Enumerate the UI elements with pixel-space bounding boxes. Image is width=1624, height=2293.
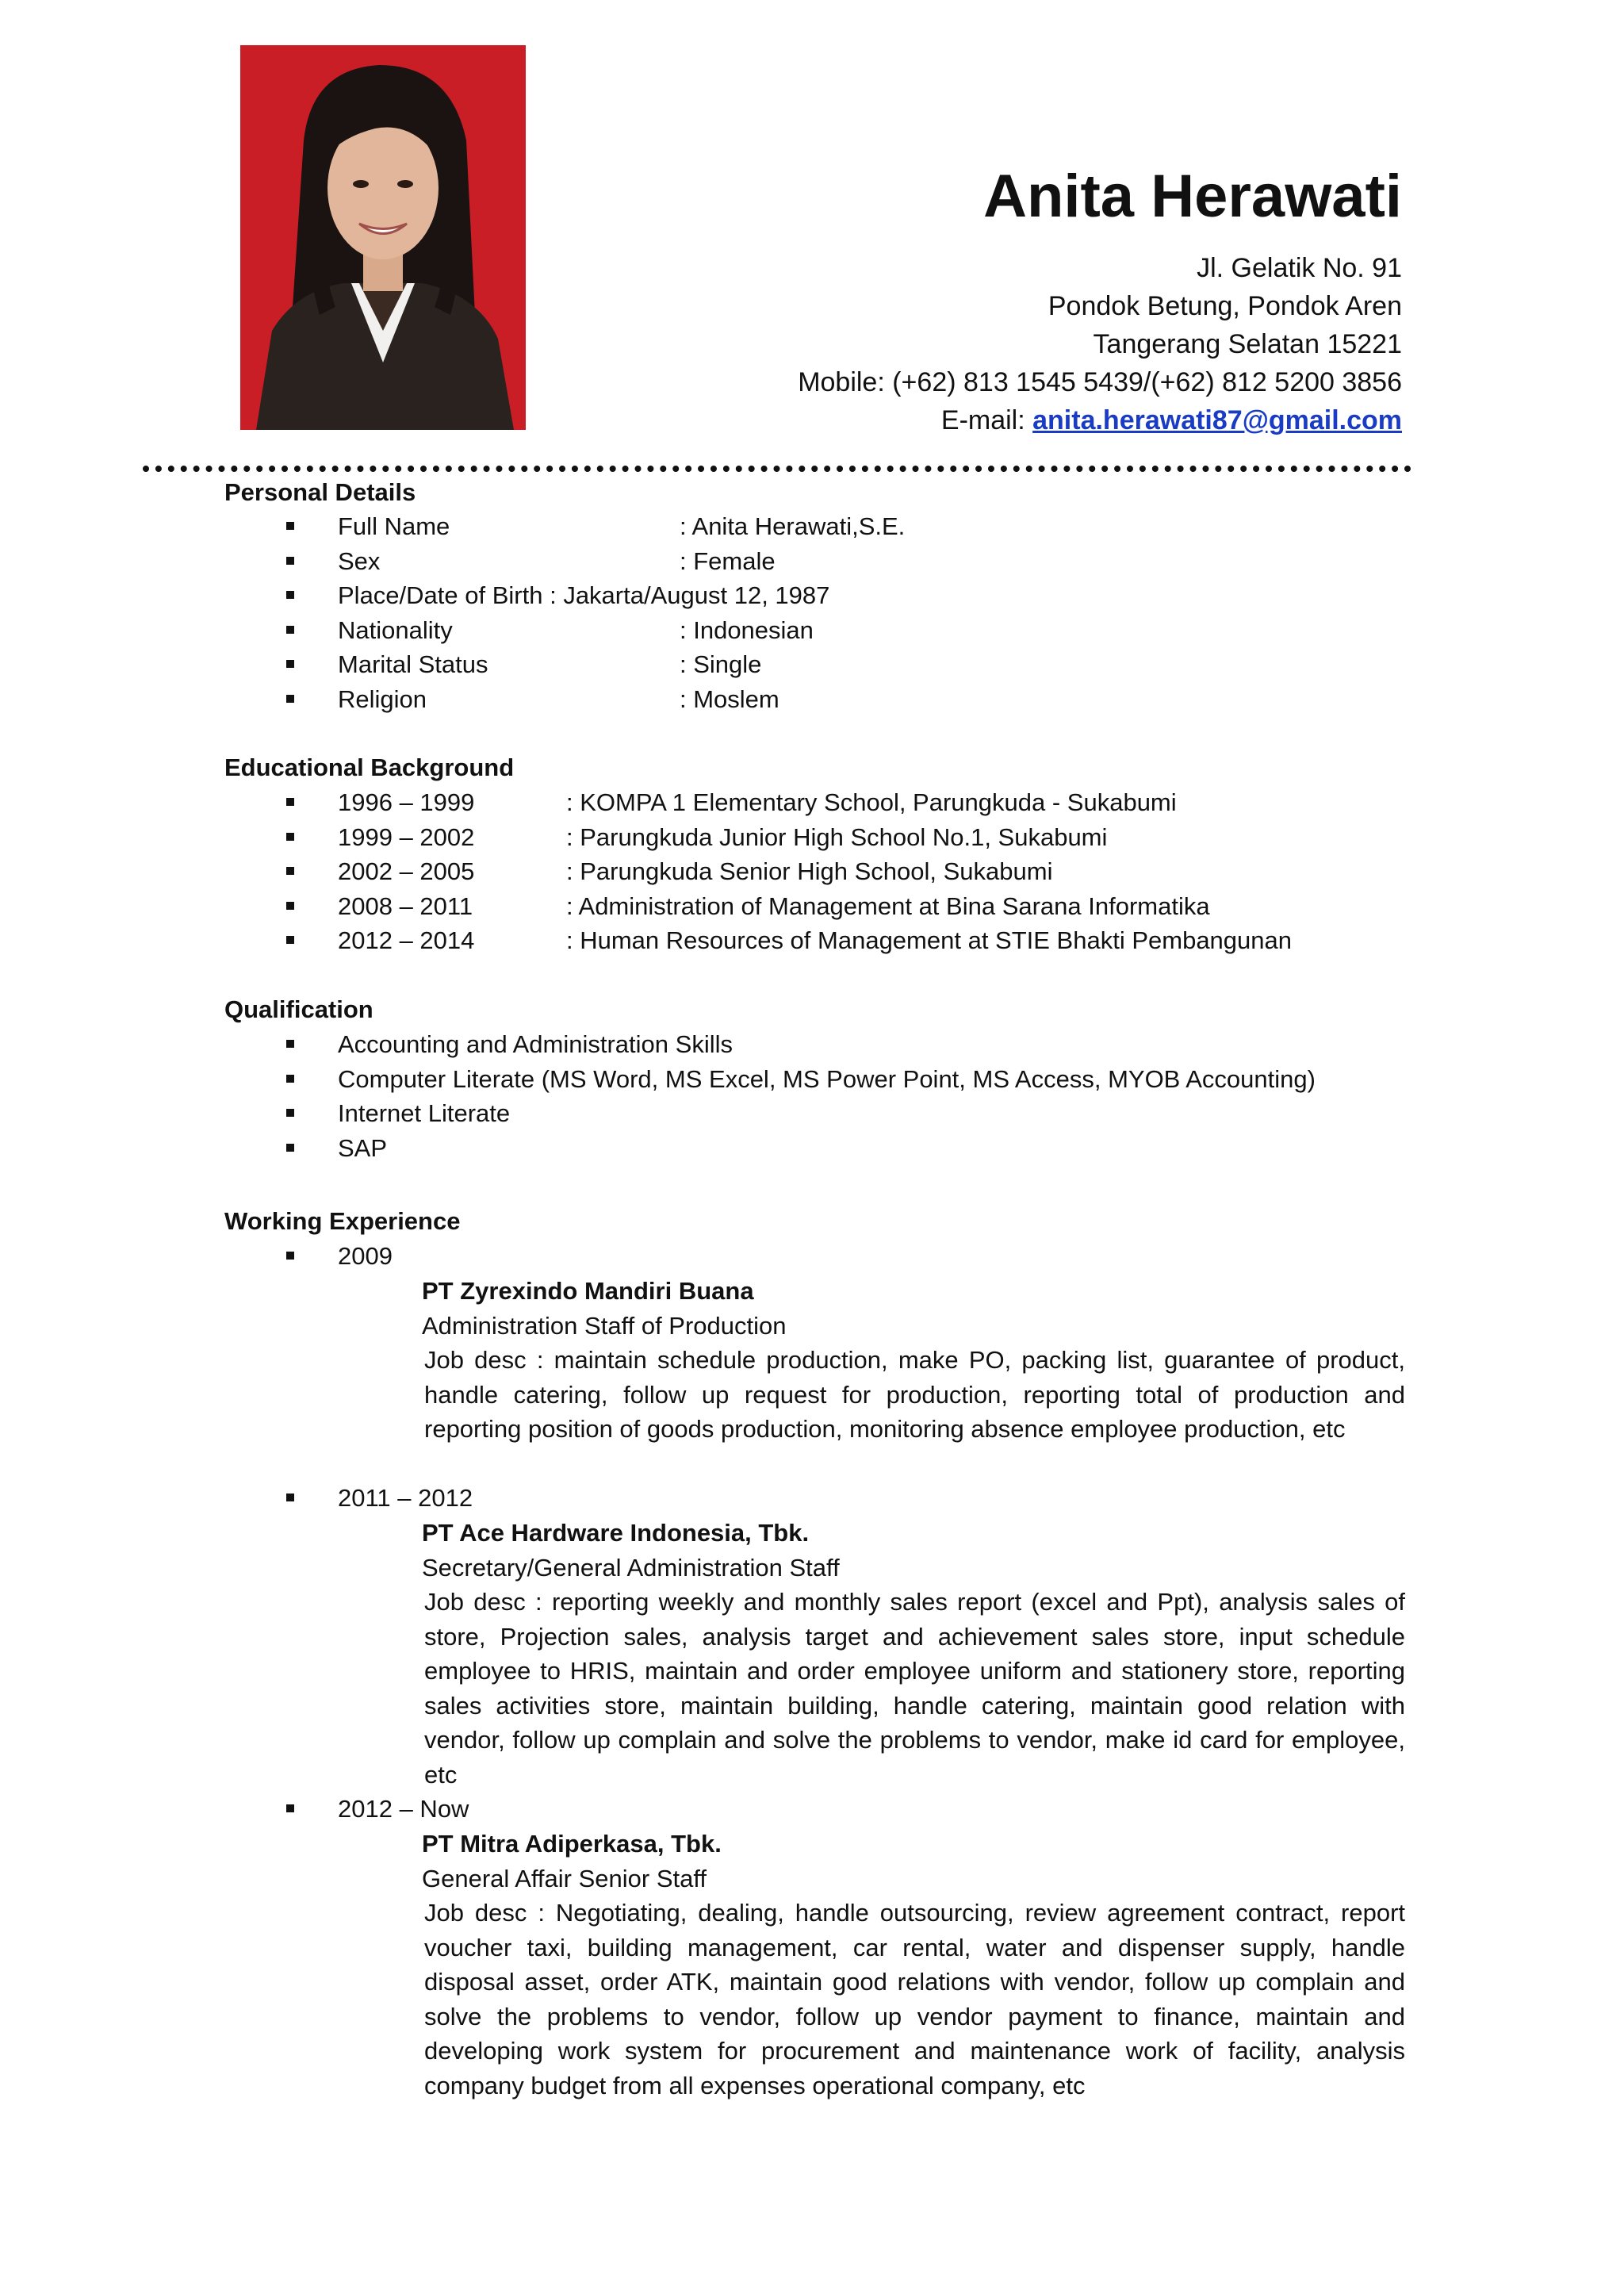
address-line-2: Pondok Betung, Pondok Aren xyxy=(1048,291,1402,321)
job-position: General Affair Senior Staff xyxy=(422,1864,707,1892)
profile-photo xyxy=(240,45,526,430)
job-description: Job desc : maintain schedule production, make PO, packing list, guarantee of product, handle catering, follow up request for production, reporting total of production and reporting position of goods production, monitoring absence employee production, etc xyxy=(424,1346,1405,1443)
list-item xyxy=(224,1062,1316,1097)
bullet-icon xyxy=(286,695,294,703)
edu-school: : Parungkuda Junior High School No.1, Sukabumi xyxy=(566,822,1108,851)
mobile-number: Mobile: (+62) 813 1545 5439/(+62) 812 5200 3856 xyxy=(798,367,1402,397)
edu-school: : Administration of Management at Bina Sarana Informatika xyxy=(566,892,1210,920)
bullet-icon xyxy=(286,626,294,634)
list-item xyxy=(224,854,1292,889)
experience-period: 2011 – 2012 xyxy=(338,1484,473,1512)
list-item xyxy=(224,889,1292,924)
field-label: Sex xyxy=(338,546,381,575)
experience-period: 2012 – Now xyxy=(338,1795,469,1823)
field-value: : Jakarta/August 12, 1987 xyxy=(550,581,830,609)
list-item xyxy=(224,785,1292,820)
edu-years: 2012 – 2014 xyxy=(338,926,475,954)
experience-entry-2 xyxy=(422,1516,1405,1792)
experience-entry-3 xyxy=(422,1827,1405,2103)
edu-years: 1999 – 2002 xyxy=(338,822,475,851)
field-value: : Indonesian xyxy=(680,615,814,644)
qualification-item: Computer Literate (MS Word, MS Excel, MS Power Point, MS Access, MYOB Accounting) xyxy=(338,1064,1316,1093)
edu-years: 2008 – 2011 xyxy=(338,892,473,920)
qualification-heading: Qualification xyxy=(224,995,373,1023)
header-divider xyxy=(143,466,1411,472)
field-label: Marital Status xyxy=(338,650,488,678)
field-label: Nationality xyxy=(338,615,453,644)
edu-years: 2002 – 2005 xyxy=(338,857,475,885)
field-label: Place/Date of Birth xyxy=(338,581,543,609)
bullet-icon xyxy=(286,936,294,944)
edu-school: : KOMPA 1 Elementary School, Parungkuda - Sukabumi xyxy=(566,788,1177,816)
bullet-icon xyxy=(286,660,294,668)
bullet-icon xyxy=(286,1494,294,1501)
list-item xyxy=(224,1027,1316,1062)
bullet-icon xyxy=(286,1075,294,1083)
job-description: Job desc : Negotiating, dealing, handle outsourcing, review agreement contract, report voucher taxi, building management, car rental, water and dispenser supply, handle disposal asset, order ATK, maintain good relations with vendor, follow up complain and solve the problems to vendor, follow up vendor payment to finance, maintain and developing work system for procurement and maintenance work of facility, analysis company budget from all expenses operational company, etc xyxy=(424,1899,1405,2099)
company-name: PT Zyrexindo Mandiri Buana xyxy=(422,1277,754,1305)
email-line xyxy=(609,401,1402,439)
education-list xyxy=(224,785,1292,958)
bullet-icon xyxy=(286,1109,294,1117)
list-item xyxy=(224,647,905,682)
list-item xyxy=(224,1096,1316,1131)
job-position: Secretary/General Administration Staff xyxy=(422,1553,840,1582)
edu-school: : Parungkuda Senior High School, Sukabumi xyxy=(566,857,1053,885)
bullet-icon xyxy=(286,1144,294,1152)
list-item xyxy=(224,613,905,648)
list-item xyxy=(224,923,1292,958)
list-item xyxy=(224,1481,473,1516)
list-item xyxy=(224,820,1292,855)
bullet-icon xyxy=(286,867,294,875)
list-item xyxy=(224,544,905,579)
field-value: : Single xyxy=(680,650,762,678)
personal-details-heading: Personal Details xyxy=(224,478,416,506)
email-label: E-mail: xyxy=(940,405,1033,435)
company-name: PT Mitra Adiperkasa, Tbk. xyxy=(422,1830,722,1858)
qualification-item: Internet Literate xyxy=(338,1099,511,1127)
edu-years: 1996 – 1999 xyxy=(338,788,475,816)
qualification-item: Accounting and Administration Skills xyxy=(338,1030,733,1058)
experience-period: 2009 xyxy=(338,1242,393,1270)
list-item xyxy=(224,578,905,613)
address-line-3: Tangerang Selatan 15221 xyxy=(1093,329,1402,359)
bullet-icon xyxy=(286,902,294,910)
qualification-item: SAP xyxy=(338,1133,388,1162)
bullet-icon xyxy=(286,1804,294,1812)
list-item xyxy=(224,1792,469,1827)
company-name: PT Ace Hardware Indonesia, Tbk. xyxy=(422,1519,810,1547)
personal-details-list xyxy=(224,509,905,716)
edu-school: : Human Resources of Management at STIE Bhakti Pembangunan xyxy=(566,926,1292,954)
field-value: : Female xyxy=(680,546,776,575)
address-line-1: Jl. Gelatik No. 91 xyxy=(1197,253,1402,283)
contact-header xyxy=(609,163,1402,439)
bullet-icon xyxy=(286,798,294,806)
qualification-list xyxy=(224,1027,1316,1165)
bullet-icon xyxy=(286,1040,294,1048)
experience-period-2 xyxy=(224,1481,473,1516)
field-label: Full Name xyxy=(338,512,450,540)
list-item xyxy=(224,682,905,717)
list-item xyxy=(224,1239,393,1274)
job-description: Job desc : reporting weekly and monthly sales report (excel and Ppt), analysis sales of store, Projection sales, analysis target and achievement sales store, input schedule employee to HRIS, maintain and order employee uniform and stationery store, reporting sales activities store, maintain building, handle catering, maintain good relation with vendor, follow up complain and solve the problems to vendor, make id card for employee, etc xyxy=(424,1588,1405,1789)
field-value: : Anita Herawati,S.E. xyxy=(680,512,906,540)
job-position: Administration Staff of Production xyxy=(422,1311,787,1340)
experience-entry-1 xyxy=(422,1274,1405,1447)
list-item xyxy=(224,1131,1316,1166)
field-label: Religion xyxy=(338,684,427,713)
candidate-name: Anita Herawati xyxy=(983,163,1402,230)
bullet-icon xyxy=(286,591,294,599)
field-value: : Moslem xyxy=(680,684,779,713)
bullet-icon xyxy=(286,522,294,530)
email-link[interactable]: anita.herawati87@gmail.com xyxy=(1032,405,1402,435)
bullet-icon xyxy=(286,833,294,841)
experience-heading: Working Experience xyxy=(224,1207,461,1235)
bullet-icon xyxy=(286,557,294,565)
list-item xyxy=(224,509,905,544)
experience-period-3 xyxy=(224,1792,469,1827)
bullet-icon xyxy=(286,1252,294,1260)
experience-period-1 xyxy=(224,1239,393,1274)
education-heading: Educational Background xyxy=(224,753,515,781)
